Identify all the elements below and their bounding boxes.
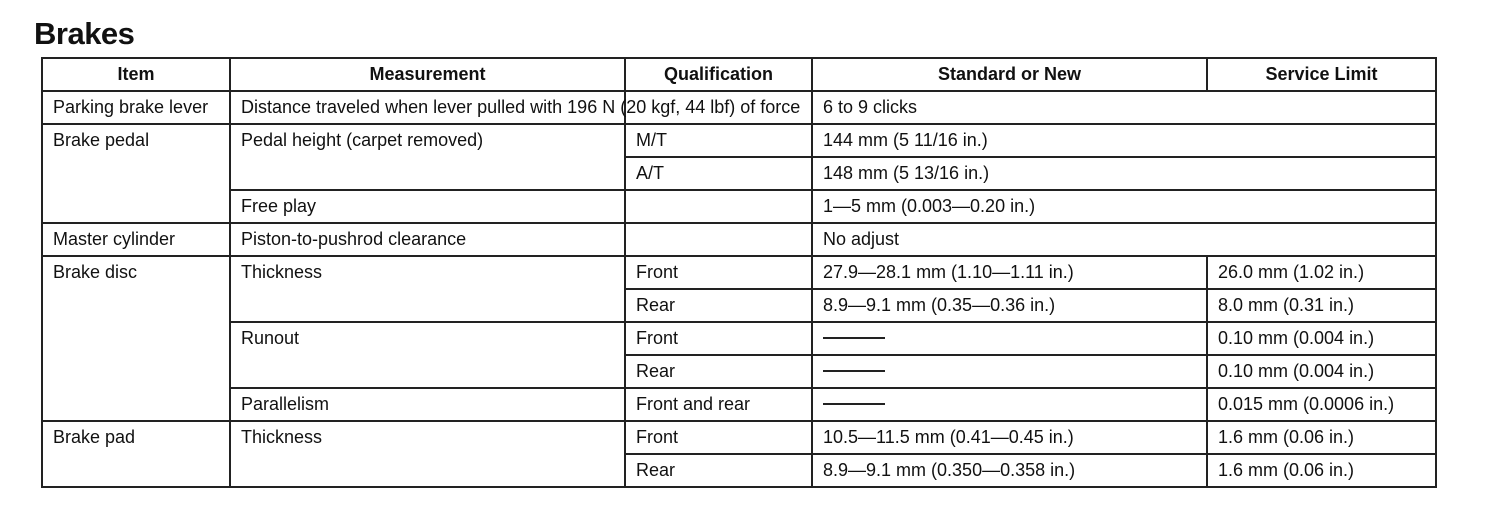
- qualification-cell: Front: [625, 256, 812, 289]
- qualification-cell: M/T: [625, 124, 812, 157]
- dash-mark: [823, 403, 885, 405]
- service-limit-cell: 0.10 mm (0.004 in.): [1207, 322, 1436, 355]
- dash-mark: [823, 370, 885, 372]
- qualification-cell: Rear: [625, 355, 812, 388]
- service-limit-cell: 0.015 mm (0.0006 in.): [1207, 388, 1436, 421]
- table-row: [42, 322, 1436, 355]
- qualification-cell: Front: [625, 322, 812, 355]
- standard-cell: 27.9—28.1 mm (1.10—1.11 in.): [812, 256, 1207, 289]
- standard-cell: 8.9—9.1 mm (0.35—0.36 in.): [812, 289, 1207, 322]
- standard-cell: 148 mm (5 13/16 in.): [812, 157, 1436, 190]
- standard-cell: 10.5—11.5 mm (0.41—0.45 in.): [812, 421, 1207, 454]
- table-row: [42, 421, 1436, 454]
- table-row: [42, 256, 1436, 289]
- brakes-spec-table: [41, 57, 1437, 488]
- measurement-cell: Parallelism: [230, 388, 625, 421]
- qualification-cell: Rear: [625, 289, 812, 322]
- measurement-cell: Pedal height (carpet removed): [230, 124, 625, 190]
- header-qualification: Qualification: [625, 58, 812, 91]
- standard-cell: [812, 322, 1207, 355]
- table-row: [42, 91, 1436, 124]
- measurement-cell: Thickness: [230, 421, 625, 487]
- page-title: Brakes: [34, 16, 135, 51]
- measurement-cell: Distance traveled when lever pulled with 196 N (20 kgf, 44 lbf) of force: [230, 91, 625, 124]
- item-cell: Parking brake lever: [42, 91, 230, 124]
- service-limit-cell: 0.10 mm (0.004 in.): [1207, 355, 1436, 388]
- header-row: [42, 58, 1436, 91]
- qualification-cell: Front and rear: [625, 388, 812, 421]
- service-limit-cell: 8.0 mm (0.31 in.): [1207, 289, 1436, 322]
- service-limit-cell: 1.6 mm (0.06 in.): [1207, 421, 1436, 454]
- measurement-cell: Thickness: [230, 256, 625, 322]
- qualification-cell: A/T: [625, 157, 812, 190]
- measurement-cell: Free play: [230, 190, 625, 223]
- standard-cell: [812, 388, 1207, 421]
- dash-mark: [823, 337, 885, 339]
- standard-cell: [812, 355, 1207, 388]
- item-cell: Brake pedal: [42, 124, 230, 223]
- service-limit-cell: 26.0 mm (1.02 in.): [1207, 256, 1436, 289]
- standard-cell: 8.9—9.1 mm (0.350—0.358 in.): [812, 454, 1207, 487]
- table-row: [42, 124, 1436, 157]
- header-measurement: Measurement: [230, 58, 625, 91]
- standard-cell: 144 mm (5 11/16 in.): [812, 124, 1436, 157]
- qualification-cell: [625, 190, 812, 223]
- qualification-cell: Rear: [625, 454, 812, 487]
- header-service-limit: Service Limit: [1207, 58, 1436, 91]
- item-cell: Master cylinder: [42, 223, 230, 256]
- item-cell: Brake pad: [42, 421, 230, 487]
- service-limit-cell: 1.6 mm (0.06 in.): [1207, 454, 1436, 487]
- table-row: [42, 190, 1436, 223]
- table-row: [42, 388, 1436, 421]
- qualification-cell: [625, 223, 812, 256]
- measurement-cell: Piston-to-pushrod clearance: [230, 223, 625, 256]
- measurement-cell: Runout: [230, 322, 625, 388]
- standard-cell: 1—5 mm (0.003—0.20 in.): [812, 190, 1436, 223]
- table-row: [42, 223, 1436, 256]
- standard-cell: 6 to 9 clicks: [812, 91, 1436, 124]
- qualification-cell: Front: [625, 421, 812, 454]
- header-standard: Standard or New: [812, 58, 1207, 91]
- standard-cell: No adjust: [812, 223, 1436, 256]
- item-cell: Brake disc: [42, 256, 230, 421]
- header-item: Item: [42, 58, 230, 91]
